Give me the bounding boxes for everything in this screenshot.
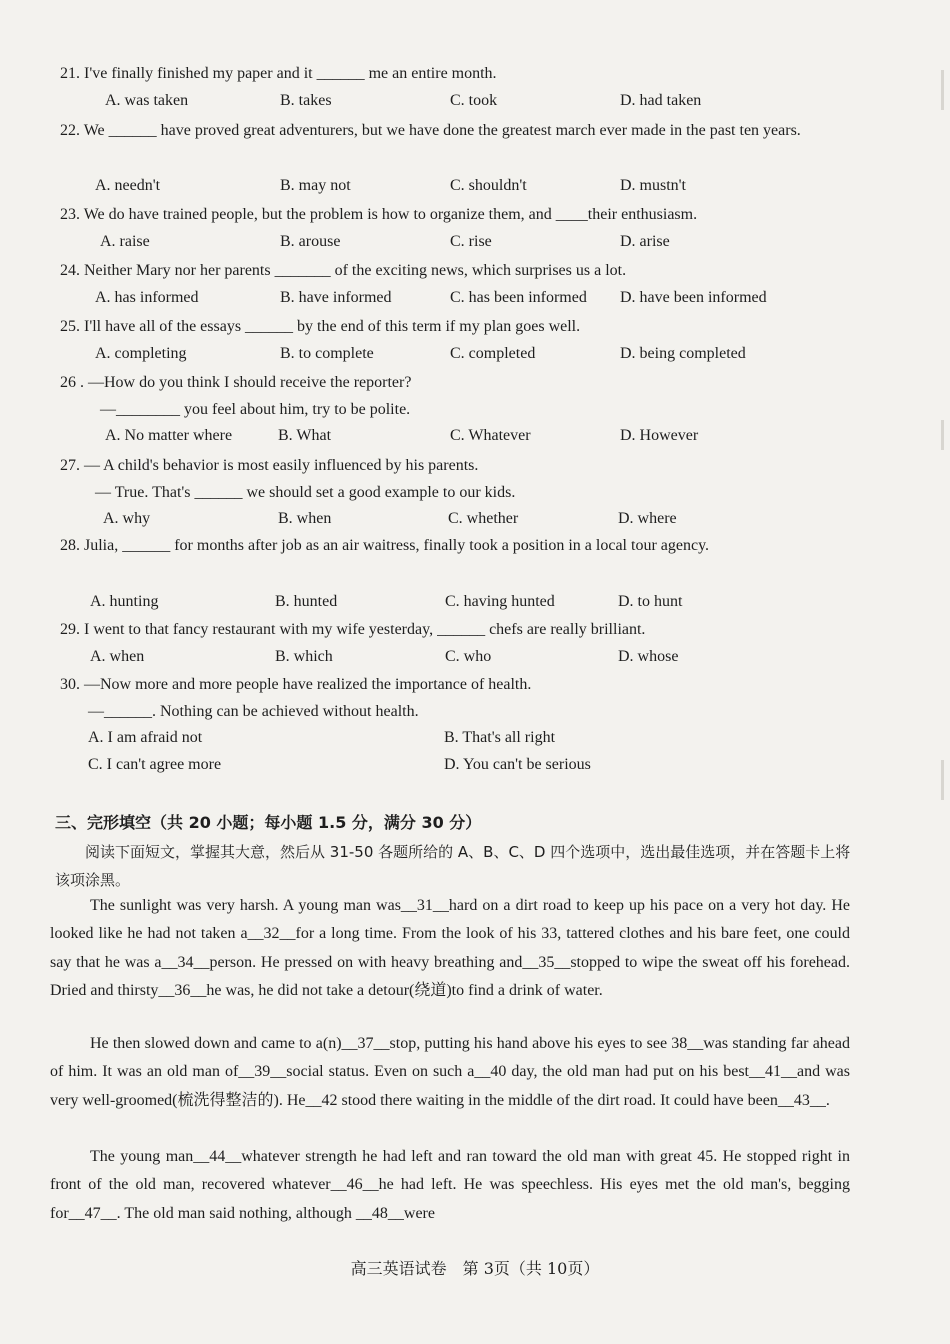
question-22-stem: 22. We ______ have proved great adventurers, but we have done the greatest march ever made in the past ten years. (60, 122, 801, 139)
option-d[interactable]: D. whose (618, 648, 679, 665)
option-a[interactable]: A. why (103, 510, 151, 527)
section-instruction: 阅读下面短文，掌握其大意，然后从 31-50 各题所给的 A、B、C、D 四个选项中，选出最佳选项，并在答题卡上将该项涂黑。 (55, 843, 851, 889)
question-27-options (0, 510, 950, 532)
option-d[interactable]: D. being completed (620, 345, 746, 362)
option-c[interactable]: C. shouldn't (450, 177, 527, 194)
question-27-reply: — True. That's ______ we should set a good example to our kids. (95, 484, 516, 501)
cloze-paragraph-3: The young man__44__whatever strength he had left and ran toward the old man with great 45. He stopped right in front of the old man, recovered whatever__46__he had left. He was speechless. His eyes met the old man's, begging for__47__. The old man said nothing, although __48__were (50, 1148, 850, 1222)
scan-edge-mark (941, 760, 944, 800)
option-a[interactable]: A. needn't (95, 177, 161, 194)
question-27-stem: 27. — A child's behavior is most easily influenced by his parents. (60, 457, 479, 474)
option-d[interactable]: D. have been informed (620, 289, 767, 306)
option-b[interactable]: B. hunted (275, 593, 338, 610)
question-23-stem: 23. We do have trained people, but the problem is how to organize them, and ____their enthusiasm. (60, 206, 698, 223)
cloze-paragraph-2: He then slowed down and came to a(n)__37__stop, putting his hand above his eyes to see 38__was standing far ahead of him. It was an old man of__39__social status. Even on such a__40 day, the old man had put on his best__41__and was very well-groomed(梳洗得整洁的). He__42 stood there waiting in the middle of the dirt road. It could have been__43__. (50, 1035, 850, 1109)
option-a[interactable]: A. has informed (95, 289, 199, 306)
option-c[interactable]: C. took (450, 92, 498, 109)
option-a[interactable]: A. I am afraid not (88, 729, 203, 746)
question-21-options (0, 92, 950, 114)
option-c[interactable]: C. rise (450, 233, 492, 250)
option-b[interactable]: B. takes (280, 92, 332, 109)
option-d[interactable]: D. mustn't (620, 177, 686, 194)
section-title: 三、完形填空（共 20 小题；每小题 1.5 分，满分 30 分） (55, 813, 482, 832)
question-30-options-row2 (0, 756, 950, 778)
question-26-options (0, 427, 950, 449)
question-25-stem: 25. I'll have all of the essays ______ by the end of this term if my plan goes well. (60, 318, 581, 335)
question-28-stem: 28. Julia, ______ for months after job as an air waitress, finally took a position in a local tour agency. (60, 537, 710, 554)
option-b[interactable]: B. arouse (280, 233, 341, 250)
option-c[interactable]: C. who (445, 648, 492, 665)
option-a[interactable]: A. completing (95, 345, 187, 362)
option-d[interactable]: D. arise (620, 233, 670, 250)
option-b[interactable]: B. That's all right (444, 729, 556, 746)
question-22-options (0, 177, 950, 199)
option-b[interactable]: B. which (275, 648, 333, 665)
option-b[interactable]: B. to complete (280, 345, 374, 362)
question-26-reply: —________ you feel about him, try to be polite. (100, 401, 411, 418)
option-b[interactable]: B. may not (280, 177, 351, 194)
question-24-stem: 24. Neither Mary nor her parents _______ of the exciting news, which surprises us a lot. (60, 262, 627, 279)
option-b[interactable]: B. have informed (280, 289, 392, 306)
option-b[interactable]: B. What (278, 427, 332, 444)
page-footer: 高三英语试卷 第 3页（共 10页） (350, 1259, 600, 1278)
option-c[interactable]: C. Whatever (450, 427, 531, 444)
option-d[interactable]: D. You can't be serious (444, 756, 591, 773)
question-26-stem: 26 . —How do you think I should receive the reporter? (60, 374, 412, 391)
option-a[interactable]: A. when (90, 648, 145, 665)
option-a[interactable]: A. hunting (90, 593, 159, 610)
option-d[interactable]: D. where (618, 510, 677, 527)
question-29-options (0, 648, 950, 670)
question-24-options (0, 289, 950, 311)
option-a[interactable]: A. No matter where (105, 427, 233, 444)
question-23-options (0, 233, 950, 255)
option-c[interactable]: C. I can't agree more (88, 756, 222, 773)
option-c[interactable]: C. has been informed (450, 289, 587, 306)
option-d[interactable]: D. had taken (620, 92, 702, 109)
question-30-reply: —______. Nothing can be achieved without health. (88, 703, 419, 720)
option-d[interactable]: D. However (620, 427, 699, 444)
option-a[interactable]: A. was taken (105, 92, 189, 109)
option-c[interactable]: C. completed (450, 345, 536, 362)
option-a[interactable]: A. raise (100, 233, 150, 250)
scan-edge-mark (941, 420, 944, 450)
scan-edge-mark (941, 70, 944, 110)
option-c[interactable]: C. having hunted (445, 593, 555, 610)
option-d[interactable]: D. to hunt (618, 593, 683, 610)
question-30-options-row1 (0, 729, 950, 751)
question-28-options (0, 593, 950, 615)
option-b[interactable]: B. when (278, 510, 332, 527)
question-21-stem: 21. I've finally finished my paper and it ______ me an entire month. (60, 65, 497, 82)
question-29-stem: 29. I went to that fancy restaurant with my wife yesterday, ______ chefs are really brilliant. (60, 621, 646, 638)
question-30-stem: 30. —Now more and more people have realized the importance of health. (60, 676, 532, 693)
option-c[interactable]: C. whether (448, 510, 519, 527)
cloze-paragraph-1: The sunlight was very harsh. A young man was__31__hard on a dirt road to keep up his pace on a very hot day. He looked like he had not taken a__32__for a long time. From the look of his 33, tattered clothes and his bare feet, one could say that he was a__34__person. He pressed on with heavy breathing and__35__stopped to wipe the sweat off his forehead. Dried and thirsty__36__he was, he did not take a detour(绕道)to find a drink of water. (50, 897, 850, 999)
question-25-options (0, 345, 950, 367)
